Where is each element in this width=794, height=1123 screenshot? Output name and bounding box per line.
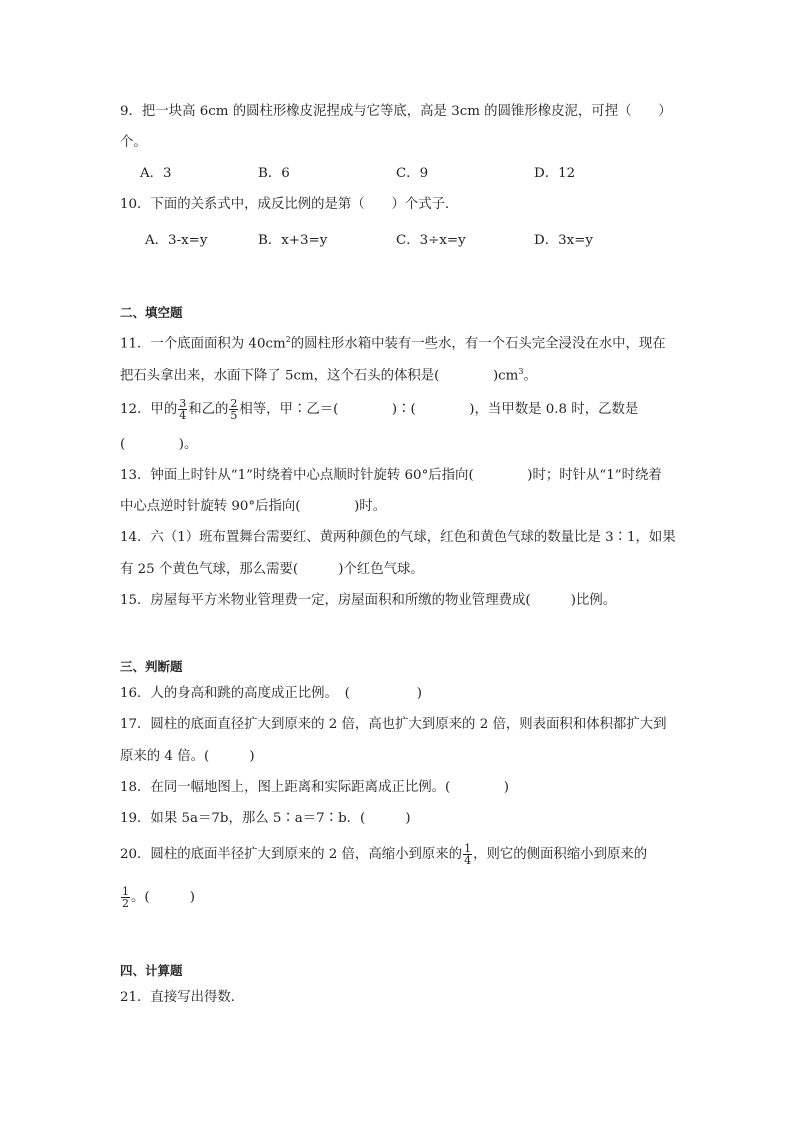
q11-superscript: 2 xyxy=(285,335,291,344)
question-21-line-1: 21．直接写出得数． xyxy=(120,990,245,1005)
question-20-line-1 xyxy=(120,843,647,866)
q20-frac1-denominator: 4 xyxy=(464,854,472,867)
question-18-line-1: 18．在同一幅地图上，图上距离和实际距离成正比例。( ) xyxy=(120,780,510,795)
q10-option-b: B．x+3=y xyxy=(258,233,328,248)
q12-prefix: 12．甲的 xyxy=(120,402,178,417)
question-13-line-1: 13．钟面上时针从“1”时绕着中心点顺时针旋转 60°后指向( )时；时针从“1”时绕着 xyxy=(120,468,662,483)
question-12-line-2: ( )。 xyxy=(120,437,198,452)
section-4-heading: 四、计算题 xyxy=(120,963,183,978)
question-20-line-2 xyxy=(120,886,195,909)
q10-option-a: A．3-x=y xyxy=(145,233,208,248)
question-13-line-2: 中心点逆时针旋转 90°后指向( )时。 xyxy=(120,499,387,514)
question-11-line-2 xyxy=(120,362,537,386)
q12-frac2-denominator: 5 xyxy=(230,409,238,422)
question-14-line-1: 14．六（1）班布置舞台需要红、黄两种颜色的气球，红色和黄色气球的数量比是 3∶1，如果 xyxy=(120,530,676,545)
q9-option-a: A．3 xyxy=(140,166,172,181)
question-11-line-1 xyxy=(120,330,666,354)
q9-option-b: B．6 xyxy=(258,166,290,181)
q20-frac2-numerator: 1 xyxy=(122,885,129,898)
q11-text-d: 。 xyxy=(523,368,537,384)
q12-fraction-1 xyxy=(178,398,187,421)
q20-fraction-1 xyxy=(463,843,472,866)
question-12-line-1 xyxy=(120,398,638,421)
question-17-line-2: 原来的 4 倍。( ) xyxy=(120,749,255,764)
q11-superscript-2: 3 xyxy=(518,367,524,376)
question-17-line-1: 17．圆柱的底面直径扩大到原来的 2 倍，高也扩大到原来的 2 倍，则表面积和体积都扩大到 xyxy=(120,717,667,732)
question-14-line-2: 有 25 个黄色气球，那么需要( )个红色气球。 xyxy=(120,562,424,577)
q20-text-c: 。( ) xyxy=(131,890,196,905)
question-15-line-1: 15．房屋每平方米物业管理费一定，房屋面积和所缴的物业管理费成( )比例。 xyxy=(120,593,617,608)
question-9-line-1: 9．把一块高 6cm 的圆柱形橡皮泥捏成与它等底，高是 3cm 的圆锥形橡皮泥，可捏（ ） xyxy=(120,104,672,119)
q9-option-d: D．12 xyxy=(534,166,576,181)
q20-frac2-denominator: 2 xyxy=(122,897,129,910)
q12-frac1-numerator: 3 xyxy=(179,397,187,410)
q20-text-a: 20．圆柱的底面半径扩大到原来的 2 倍，高缩小到原来的 xyxy=(120,847,463,862)
section-2-heading: 二、填空题 xyxy=(120,305,183,320)
q11-text-b: 的圆柱形水箱中装有一些水，有一个石头完全浸没在水中，现在 xyxy=(290,336,666,352)
section-3-heading: 三、判断题 xyxy=(120,659,183,674)
q11-text-a: 11．一个底面面积为 40cm xyxy=(120,336,286,352)
q10-option-c: C．3÷x=y xyxy=(396,233,466,248)
question-10-line-1: 10．下面的关系式中，成反比例的是第（ ）个式子． xyxy=(120,197,459,212)
question-9-line-2: 个。 xyxy=(120,135,147,150)
q12-frac2-numerator: 2 xyxy=(230,397,238,410)
question-16-line-1: 16．人的身高和跳的高度成正比例。 ( ) xyxy=(120,686,422,701)
q20-frac1-numerator: 1 xyxy=(464,842,472,855)
q12-frac1-denominator: 4 xyxy=(179,409,187,422)
q12-suffix: 相等，甲∶乙＝( )∶( )，当甲数是 0.8 时，乙数是 xyxy=(239,402,639,417)
q9-option-c: C．9 xyxy=(396,166,429,181)
q12-mid: 和乙的 xyxy=(188,402,229,417)
q12-fraction-2 xyxy=(229,398,238,421)
q11-text-c: 把石头拿出来，水面下降了 5cm，这个石头的体积是( )cm xyxy=(120,368,519,384)
question-19-line-1: 19．如果 5a＝7b，那么 5∶a＝7∶b．( ) xyxy=(120,811,411,826)
q20-text-b: ，则它的侧面积缩小到原来的 xyxy=(473,847,648,862)
q10-option-d: D．3x=y xyxy=(534,233,593,248)
q20-fraction-2 xyxy=(121,886,130,909)
